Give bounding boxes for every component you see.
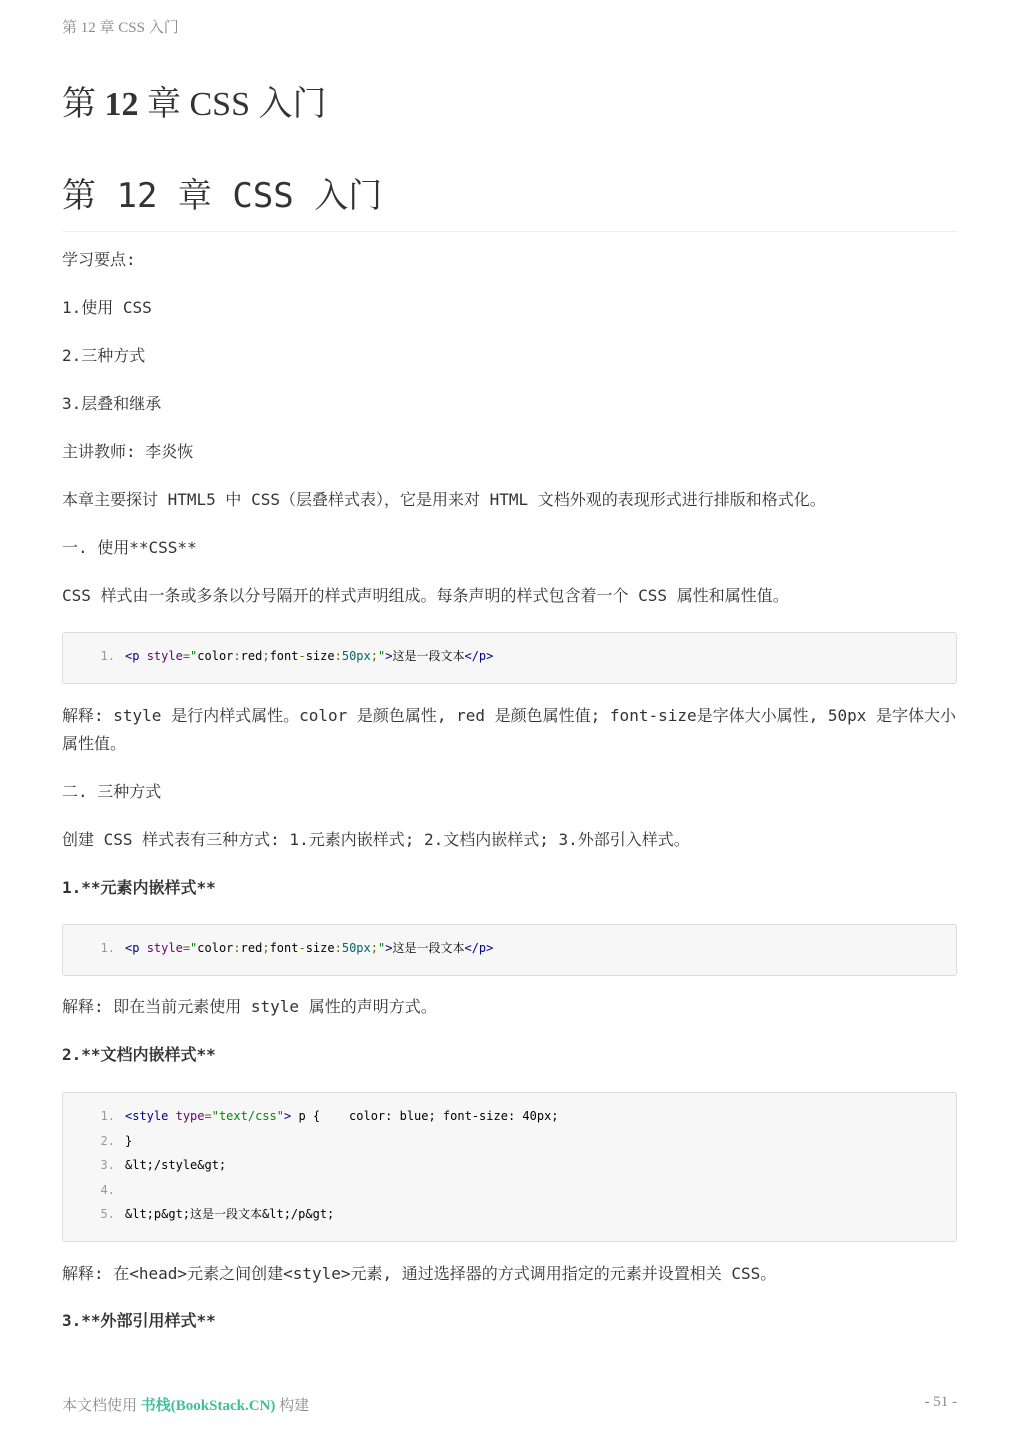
code-token: " [377,649,386,663]
points-label: 学习要点: [62,250,136,269]
code-token: <style [125,1109,169,1123]
line-number: 1. [100,1109,115,1123]
code-token: type [175,1109,205,1123]
section-2-title: 二. 三种方式 [62,782,162,801]
teacher-line: 主讲教师: 李炎恢 [62,442,194,461]
code-token: ; [262,941,270,955]
code-token: style [146,649,183,663]
code-token: ; [370,649,378,663]
code-line [63,938,493,958]
code-token: "text/css" [211,1109,284,1123]
code-token: red [240,941,263,955]
code-token: red [240,649,263,663]
intro-paragraph: 本章主要探讨 HTML5 中 CSS（层叠样式表），它是用来对 HTML 文档外观的表现形式进行排版和格式化。 [62,490,826,509]
code-token: : [334,941,342,955]
code-token: &lt;p&gt;这是一段文本&lt;/p&gt; [125,1207,335,1221]
chapter-title-prefix: 第 [62,86,105,123]
point-item: 2.三种方式 [62,346,146,365]
code-token [139,649,146,663]
running-header: 第 12 章 CSS 入门 [62,20,179,36]
code-line [63,1204,334,1224]
code-token: : [233,649,241,663]
footer-brand-link[interactable]: 书栈(BookStack.CN) [140,1398,276,1414]
code-line [63,1106,559,1126]
chapter-title-suffix: 章 CSS 入门 [138,86,327,123]
code-token: </p> [464,649,494,663]
code-token: - [298,649,306,663]
explanation-1: 解释: style 是行内样式属性。color 是颜色属性, red 是颜色属性值; font-size是字体大小属性, 50px 是字体大小属性值。 [62,706,957,753]
section-2-text: 创建 CSS 样式表有三种方式: 1.元素内嵌样式; 2.文档内嵌样式; 3.外部引入样式。 [62,830,690,849]
page-heading: 第 12 章 CSS 入门 [62,168,957,232]
explanation-3: 解释: 在<head>元素之间创建<style>元素, 通过选择器的方式调用指定的元素并设置相关 CSS。 [62,1264,777,1283]
line-number: 4. [100,1182,115,1197]
code-token: ; [262,649,270,663]
code-token: = [182,649,191,663]
code-block [62,632,957,684]
code-token: > [385,941,393,955]
line-number: 1. [100,649,115,663]
code-token: 这是一段文本 [392,649,465,663]
code-token: <p [125,941,140,955]
code-line [63,1131,132,1151]
code-token: size [305,941,335,955]
page-number: - 51 - [924,1394,957,1410]
code-line [63,1155,226,1175]
point-item: 1.使用 CSS [62,298,152,317]
code-token: " [190,941,198,955]
code-token [168,1109,175,1123]
section-1-title: 一. 使用**CSS** [62,538,197,557]
code-token: = [204,1109,212,1123]
code-token: : [233,941,241,955]
code-token: } [125,1133,133,1148]
code-block [62,924,957,976]
code-token: font [269,649,299,663]
point-item: 3.层叠和继承 [62,394,162,413]
code-token: p { color: blue; font-size: 40px; [291,1109,559,1123]
chapter-title-number: 12 [104,86,139,123]
code-token: color [197,941,234,955]
code-token: ; [370,941,378,955]
line-number: 5. [100,1207,115,1221]
code-token: font [269,941,299,955]
footer-prefix: 本文档使用 [62,1398,141,1414]
code-line [63,1180,125,1200]
code-token: </p> [464,941,494,955]
code-token: 这是一段文本 [392,941,465,955]
page-footer [62,1394,957,1415]
chapter-title [62,76,327,125]
code-token: size [305,649,335,663]
subsection-3-title: 3.**外部引用样式** [62,1311,216,1330]
code-token: > [385,649,393,663]
code-token: : [334,649,342,663]
line-number: 2. [100,1133,115,1148]
code-token: 50px [341,649,371,663]
code-token: <p [125,649,140,663]
code-token: style [146,941,183,955]
footer-suffix: 构建 [275,1398,310,1414]
section-1-text: CSS 样式由一条或多条以分号隔开的样式声明组成。每条声明的样式包含着一个 CSS 属性和属性值。 [62,586,789,605]
line-number: 3. [100,1158,115,1172]
line-number: 1. [100,941,115,955]
code-token: = [182,941,191,955]
code-token: - [298,941,306,955]
code-token: " [377,941,386,955]
subsection-1-title: 1.**元素内嵌样式** [62,878,216,897]
code-token [139,941,146,955]
code-token: &lt;/style&gt; [125,1158,227,1172]
code-line [63,646,493,666]
explanation-2: 解释: 即在当前元素使用 style 属性的声明方式。 [62,997,437,1016]
code-block [62,1092,957,1242]
code-token: 50px [341,941,371,955]
code-token: " [190,649,198,663]
subsection-2-title: 2.**文档内嵌样式** [62,1045,216,1064]
code-token: > [283,1109,292,1123]
code-token: color [197,649,234,663]
